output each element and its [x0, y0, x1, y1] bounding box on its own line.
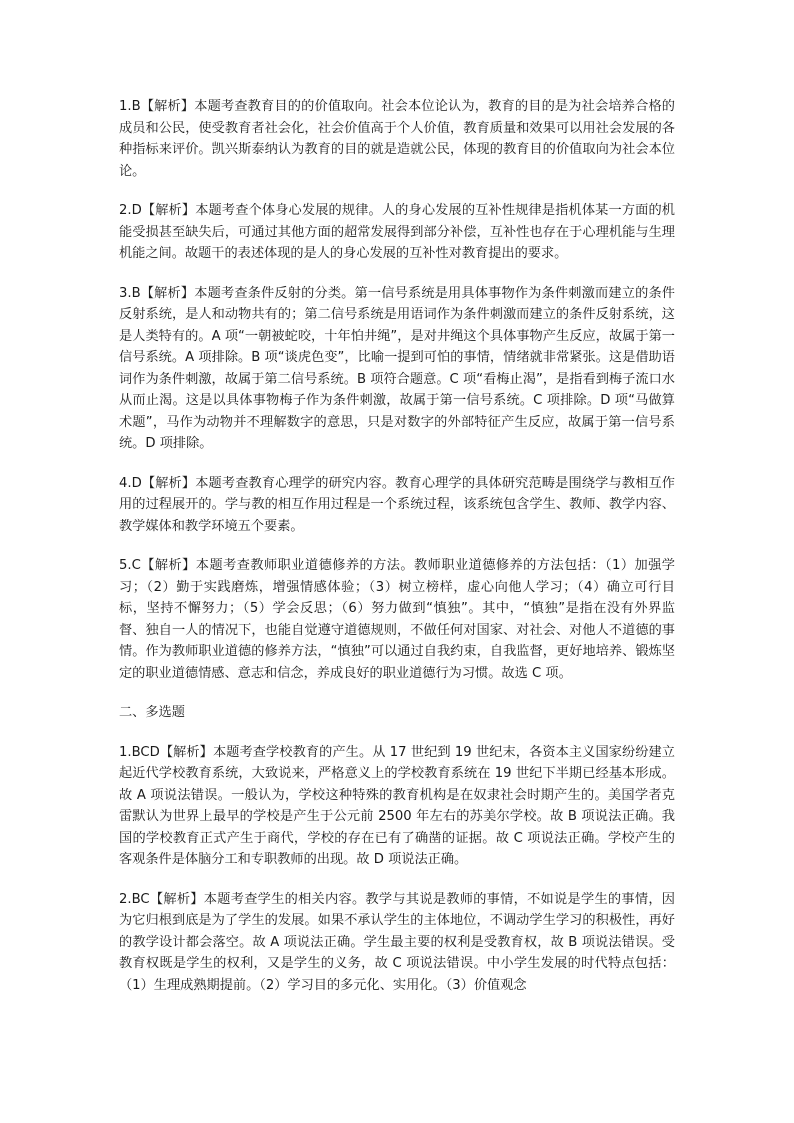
answer-paragraph-2: 2.D【解析】本题考查个体身心发展的规律。人的身心发展的互补性规律是指机体某一方面的机能受损甚至缺失后，可通过其他方面的超常发展得到部分补偿，互补性也存在于心理机能与生理机能之间。故题干的表述体现的是人的身心发展的互补性对教育提出的要求。 [119, 203, 675, 261]
multi-answer-paragraph-1: 1.BCD【解析】本题考查学校教育的产生。从 17 世纪到 19 世纪末，各资本主义国家纷纷建立起近代学校教育系统，大致说来，严格意义上的学校教育系统在 19 世纪下半期已经基本形成。故 A 项说法错误。一般认为，学校这种特殊的教育机构是在奴隶社会时期产生的。美国学者克雷默认为世界上最早的学校是产生于公元前 2500 年左右的苏美尔学校。故 B 项说法正确。我国的学校教育正式产生于商代，学校的存在已有了确凿的证据。故 C 项说法正确。学校产生的客观条件是体脑分工和专职教师的出现。故 D 项说法正确。 [119, 744, 675, 867]
answer-paragraph-1: 1.B【解析】本题考查教育目的的价值取向。社会本位论认为，教育的目的是为社会培养合格的成员和公民，使受教育者社会化，社会价值高于个人价值，教育质量和效果可以用社会发展的各种指标来评价。凯兴斯泰纳认为教育的目的就是造就公民，体现的教育目的价值取向为社会本位论。 [119, 99, 675, 179]
multi-answer-paragraph-2: 2.BC【解析】本题考查学生的相关内容。教学与其说是教师的事情，不如说是学生的事情，因为它归根到底是为了学生的发展。如果不承认学生的主体地位，不调动学生学习的积极性，再好的教学设计都会落空。故 A 项说法正确。学生最主要的权利是受教育权，故 B 项说法错误。受教育权既是学生的权利，又是学生的义务，故 C 项说法错误。中小学生发展的时代特点包括：（1）生理成熟期提前。（2）学习目的多元化、实用化。（3）价值观念 [119, 891, 675, 993]
section-heading: 二、多选题 [119, 705, 185, 720]
answer-paragraph-5: 5.C【解析】本题考查教师职业道德修养的方法。教师职业道德修养的方法包括：（1）加强学习；（2）勤于实践磨炼，增强情感体验；（3）树立榜样，虚心向他人学习；（4）确立可行目标，坚持不懈努力；（5）学会反思；（6）努力做到“慎独”。其中，“慎独”是指在没有外界监督、独自一人的情况下，也能自觉遵守道德规则，不做任何对国家、对社会、对他人不道德的事情。作为教师职业道德的修养方法，“慎独”可以通过自我约束，自我监督，更好地培养、锻炼坚定的职业道德情感、意志和信念，养成良好的职业道德行为习惯。故选 C 项。 [119, 558, 675, 681]
answer-paragraph-3: 3.B【解析】本题考查条件反射的分类。第一信号系统是用具体事物作为条件刺激而建立的条件反射系统，是人和动物共有的；第二信号系统是用语词作为条件刺激而建立的条件反射系统，这是人类特有的。A 项“一朝被蛇咬，十年怕井绳”，是对井绳这个具体事物产生反应，故属于第一信号系统。A 项排除。B 项“谈虎色变”，比喻一提到可怕的事情，情绪就非常紧张。这是借助语词作为条件刺激，故属于第二信号系统。B 项符合题意。C 项“看梅止渴”，是指看到梅子流口水从而止渴。这是以具体事物梅子作为条件刺激，故属于第一信号系统。C 项排除。D 项“马做算术题”，马作为动物并不理解数字的意思，只是对数字的外部特征产生反应，故属于第一信号系统。D 项排除。 [119, 285, 675, 451]
document-page [119, 96, 675, 1014]
answer-paragraph-4: 4.D【解析】本题考查教育心理学的研究内容。教育心理学的具体研究范畴是围绕学与教相互作用的过程展开的。学与教的相互作用过程是一个系统过程，该系统包含学生、教师、教学内容、教学媒体和教学环境五个要素。 [119, 475, 675, 534]
